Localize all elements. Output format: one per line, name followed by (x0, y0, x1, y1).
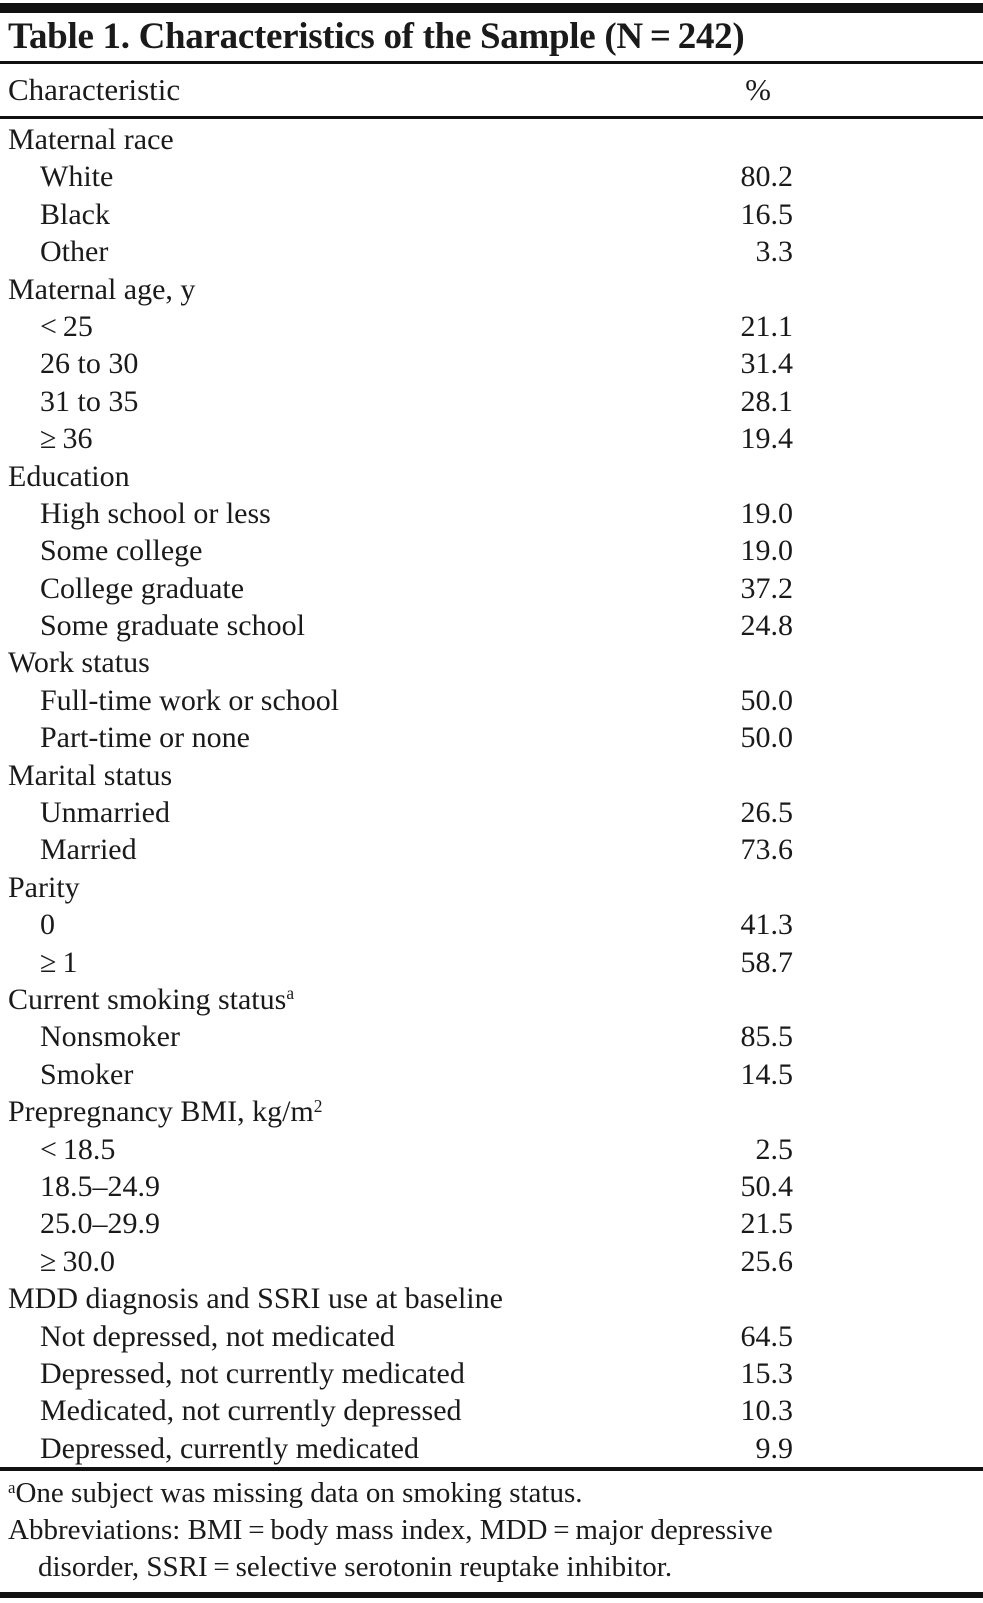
row-label: Work status (8, 646, 150, 680)
table-row (0, 420, 983, 457)
table-row (0, 944, 983, 981)
table-row (0, 570, 983, 607)
table-row (0, 458, 983, 495)
table-row (0, 719, 983, 756)
row-label: 0 (40, 908, 55, 942)
row-label: Medicated, not currently depressed (40, 1394, 462, 1428)
footnote-a (0, 1475, 975, 1512)
row-value: 41.3 (740, 908, 793, 942)
row-label: Full-time work or school (40, 683, 340, 717)
footnote-a-text: One subject was missing data on smoking status. (15, 1477, 583, 1510)
row-label: 26 to 30 (40, 347, 139, 381)
row-label-superscript: a (286, 983, 295, 1004)
row-label: < 25 (40, 309, 93, 343)
row-value: 15.3 (740, 1356, 793, 1390)
row-label: Nonsmoker (40, 1020, 180, 1054)
row-value: 50.0 (740, 683, 793, 717)
row-label: ≥ 30.0 (40, 1244, 115, 1278)
row-value: 80.2 (740, 160, 793, 194)
row-label: 25.0–29.9 (40, 1207, 160, 1241)
row-value: 9.9 (755, 1431, 793, 1465)
table-row (0, 1392, 983, 1429)
row-value (723, 458, 793, 495)
row-label: Unmarried (40, 796, 170, 830)
row-value (723, 1280, 793, 1317)
row-label: Some college (40, 534, 203, 568)
row-value: 26.5 (740, 796, 793, 830)
row-value: 28.1 (740, 384, 793, 418)
row-label: 18.5–24.9 (40, 1169, 160, 1203)
row-value: 3.3 (755, 235, 793, 269)
row-label: Black (40, 197, 110, 231)
table-row (0, 1093, 983, 1130)
row-value: 14.5 (740, 1057, 793, 1091)
table-row (0, 271, 983, 308)
row-label: Depressed, not currently medicated (40, 1356, 465, 1390)
row-label: Smoker (40, 1057, 134, 1091)
row-value: 58.7 (740, 945, 793, 979)
row-label: ≥ 1 (40, 945, 78, 979)
row-value: 24.8 (740, 609, 793, 643)
row-value (723, 981, 793, 1018)
row-value: 50.4 (740, 1169, 793, 1203)
row-label: Depressed, currently medicated (40, 1431, 419, 1465)
table-row (0, 644, 983, 681)
row-value: 85.5 (740, 1020, 793, 1054)
table-row (0, 869, 983, 906)
header-percent: % (745, 72, 771, 107)
row-label: High school or less (40, 496, 271, 530)
row-value: 16.5 (740, 197, 793, 231)
row-label: Part-time or none (40, 721, 250, 755)
row-label: Current smoking status$^a$ (8, 982, 295, 1016)
table-top-rule (0, 3, 983, 13)
table-row (0, 233, 983, 270)
row-label: College graduate (40, 571, 245, 605)
row-value: 2.5 (755, 1132, 793, 1166)
row-value: 19.0 (740, 534, 793, 568)
table-row (0, 383, 983, 420)
table-row (0, 1280, 983, 1317)
table-row (0, 682, 983, 719)
table-row (0, 1131, 983, 1168)
row-value: 25.6 (740, 1244, 793, 1278)
row-label: Some graduate school (40, 609, 305, 643)
row-label: Prepregnancy BMI, $kg/m^2$ (8, 1095, 323, 1129)
table-row (0, 1205, 983, 1242)
row-label: Marital status (8, 758, 173, 792)
table-row (0, 345, 983, 382)
table-footnotes (0, 1471, 983, 1592)
row-label-superscript: 2 (313, 1095, 323, 1116)
row-label: 31 to 35 (40, 384, 139, 418)
table-row (0, 1318, 983, 1355)
table-row (0, 308, 983, 345)
row-value: 31.4 (740, 347, 793, 381)
table-row (0, 831, 983, 868)
abbreviations-line-2: disorder, SSRI = selective serotonin reuptake inhibitor. (38, 1551, 673, 1584)
table-row (0, 1056, 983, 1093)
header-characteristic: Characteristic (8, 72, 181, 107)
row-value (723, 644, 793, 681)
footnote-a-marker: a (8, 1477, 16, 1497)
row-value: 50.0 (740, 721, 793, 755)
table-header-row (0, 64, 983, 116)
table-row (0, 121, 983, 158)
table-row (0, 532, 983, 569)
table-row (0, 1355, 983, 1392)
table-row (0, 981, 983, 1018)
table-row (0, 1168, 983, 1205)
row-value (723, 271, 793, 308)
table-row (0, 794, 983, 831)
row-value: 19.0 (740, 496, 793, 530)
row-value: 73.6 (740, 833, 793, 867)
row-value: 21.1 (740, 309, 793, 343)
row-value: 64.5 (740, 1319, 793, 1353)
row-value (723, 869, 793, 906)
row-value (723, 757, 793, 794)
table-row (0, 495, 983, 532)
abbreviations-line-1: Abbreviations: BMI = body mass index, MDD = major depressive (8, 1514, 773, 1547)
row-label: Married (40, 833, 137, 867)
row-value: 19.4 (740, 422, 793, 456)
row-label: Maternal age, y (8, 272, 196, 306)
row-label: < 18.5 (40, 1132, 116, 1166)
row-value (723, 1093, 793, 1130)
table-row (0, 757, 983, 794)
table-row (0, 607, 983, 644)
row-value: 21.5 (740, 1207, 793, 1241)
table-row (0, 196, 983, 233)
row-label: Education (8, 459, 130, 493)
row-label: Maternal race (8, 123, 174, 156)
table-title: Table 1. Characteristics of the Sample (N = 242) (8, 16, 745, 57)
row-label: Other (40, 235, 109, 269)
table-row (0, 1430, 983, 1467)
row-label: Parity (8, 870, 80, 904)
row-value: 37.2 (740, 571, 793, 605)
row-label: Not depressed, not medicated (40, 1319, 395, 1353)
table-row (0, 1243, 983, 1280)
table-bottom-rule (0, 1592, 983, 1598)
row-value (723, 121, 793, 158)
row-label: MDD diagnosis and SSRI use at baseline (8, 1282, 503, 1316)
row-label: ≥ 36 (40, 422, 93, 456)
table-row (0, 906, 983, 943)
table-row (0, 1018, 983, 1055)
row-label: White (40, 160, 114, 194)
table-row (0, 158, 983, 195)
row-value: 10.3 (740, 1394, 793, 1428)
table-body (0, 119, 983, 1467)
